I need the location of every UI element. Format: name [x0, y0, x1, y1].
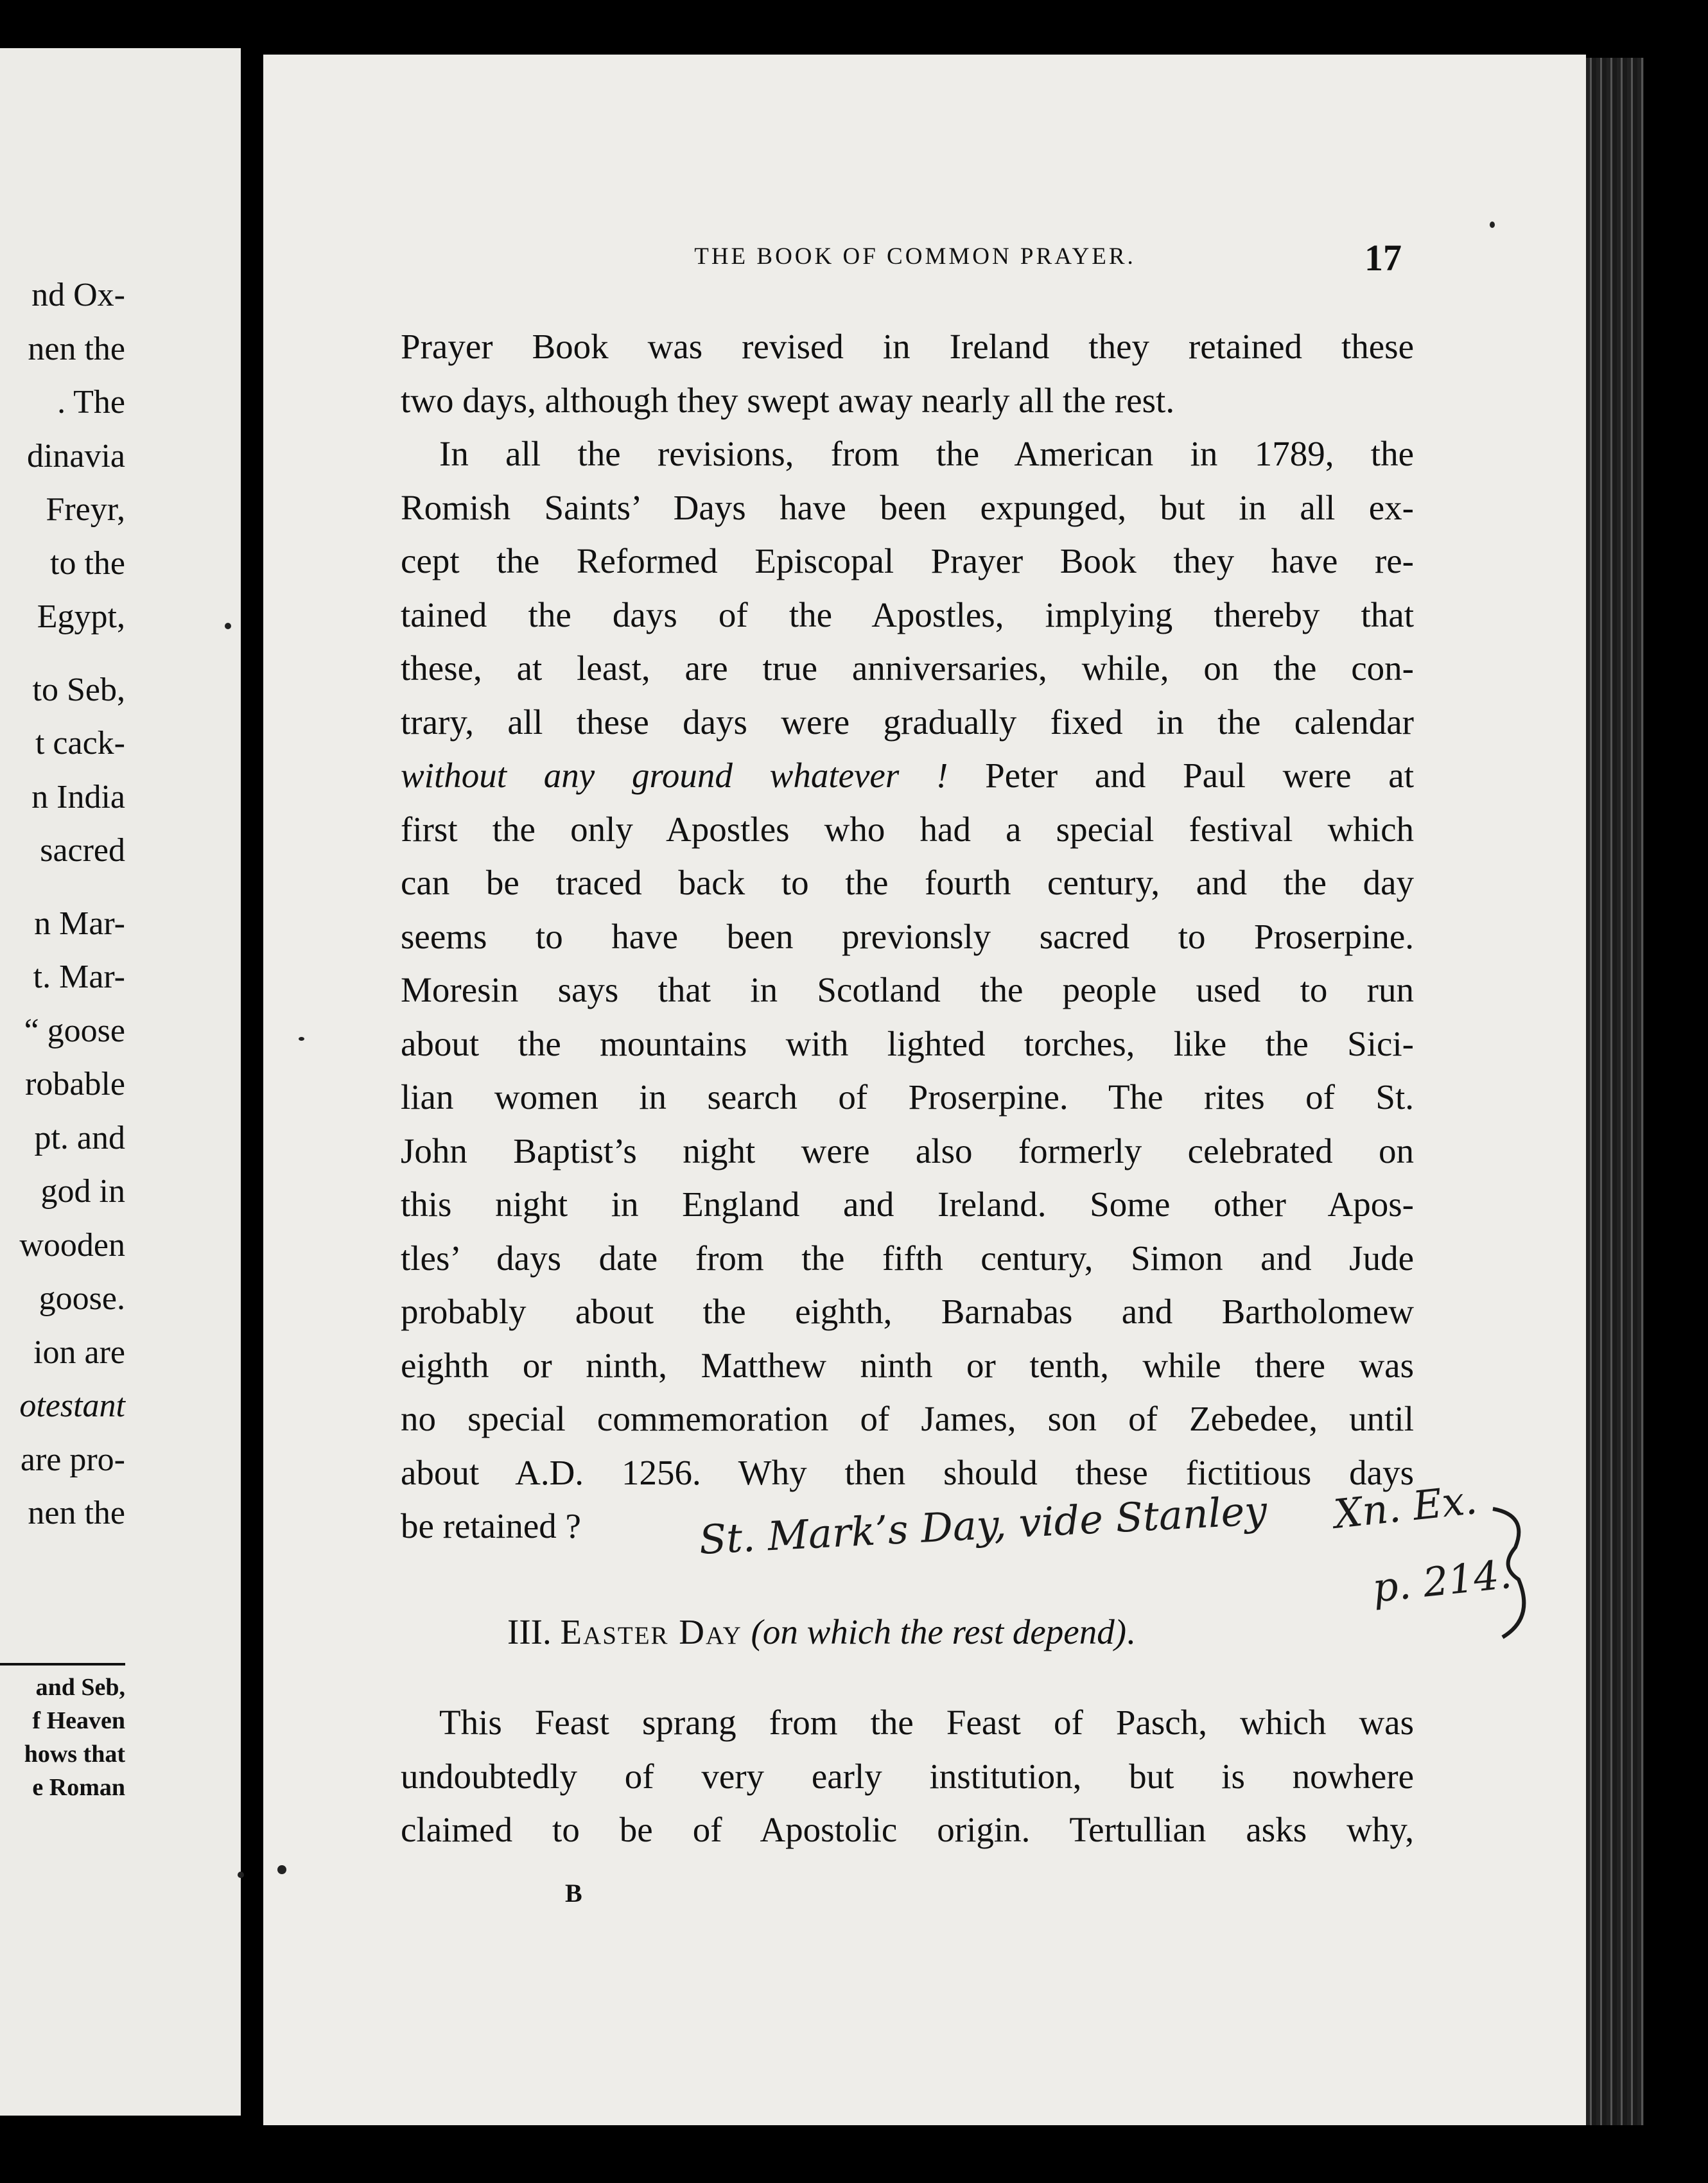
- left-line: otestant: [19, 1387, 125, 1424]
- left-line: t cack-: [35, 725, 125, 761]
- print-speck: [238, 1872, 244, 1878]
- text-line: Romish Saints’ Days have been expunged, but in all ex-: [401, 487, 1414, 527]
- text-line: trary, all these days were gradually fixed in the calendar: [401, 702, 1414, 742]
- text-line: This Feast sprang from the Feast of Pasch, which was: [439, 1703, 1414, 1742]
- annotation-text: St. Mark’s Day, vide Stanley: [697, 1486, 1268, 1563]
- print-speck: [277, 1865, 286, 1874]
- text-line: be retained ?: [401, 1506, 581, 1545]
- left-page-text: [0, 268, 125, 1540]
- page-edges: [1586, 58, 1644, 2125]
- text-line: undoubtedly of very early institution, but is nowhere: [401, 1756, 1414, 1796]
- annotation-reference: p. 214.: [1370, 1550, 1514, 1612]
- left-line: nen the: [28, 1495, 125, 1531]
- section-title: Easter Day: [560, 1612, 742, 1651]
- body-text-2: [401, 1696, 1414, 1857]
- text-line: these, at least, are true anniversaries, while, on the con-: [401, 648, 1414, 688]
- text-line: seems to have been previonsly sacred to Proserpine.: [401, 916, 1414, 956]
- text-line: probably about the eighth, Barnabas and Bartholomew: [401, 1292, 1414, 1331]
- section-end: .: [1126, 1612, 1135, 1651]
- text-line: eighth or ninth, Matthew ninth or tenth, while there was: [401, 1345, 1414, 1385]
- footnote-rule: [0, 1663, 125, 1666]
- left-line: pt. and: [34, 1119, 125, 1156]
- text-line-mixed: [401, 749, 1414, 803]
- left-page-footnotes: [0, 1671, 125, 1804]
- left-line: nen the: [28, 330, 125, 367]
- book-gutter: [241, 48, 263, 2116]
- left-line: are pro-: [20, 1441, 125, 1478]
- running-head: THE BOOK OF COMMON PRAYER.: [694, 243, 1136, 270]
- section-numeral: III.: [507, 1612, 552, 1651]
- left-line: god in: [40, 1173, 125, 1210]
- text-line: Prayer Book was revised in Ireland they retained these: [401, 327, 1414, 366]
- text-line: tained the days of the Apostles, implying thereby that: [401, 595, 1414, 634]
- left-line: dinavia: [26, 437, 125, 474]
- left-line: t. Mar-: [33, 959, 125, 995]
- print-speck: [225, 623, 231, 629]
- section-subtitle: (on which the rest depend): [751, 1612, 1127, 1651]
- left-line: goose.: [39, 1280, 125, 1317]
- left-line: “ goose: [24, 1012, 125, 1049]
- text-line: can be traced back to the fourth century, and the day: [401, 863, 1414, 902]
- left-line: n Mar-: [34, 905, 125, 942]
- left-line: n India: [31, 778, 125, 815]
- text-line: first the only Apostles who had a special festival which: [401, 809, 1414, 849]
- left-line: to the: [50, 544, 125, 582]
- text-line: about the mountains with lighted torches, like the Sici-: [401, 1023, 1414, 1063]
- text-line: about A.D. 1256. Why then should these fictitious days: [401, 1452, 1414, 1492]
- print-speck: [299, 1037, 304, 1041]
- text-run: Peter and Paul were at: [948, 756, 1414, 795]
- footnote-line: e Roman: [32, 1774, 125, 1801]
- footnote-line: and Seb,: [35, 1674, 125, 1701]
- text-line: lian women in search of Proserpine. The rites of St.: [401, 1077, 1414, 1117]
- text-line: no special commemoration of James, son of Zebedee, until: [401, 1399, 1414, 1438]
- footnote-line: f Heaven: [32, 1707, 125, 1734]
- left-line: robable: [25, 1066, 125, 1102]
- footnote-line: hows that: [24, 1741, 125, 1768]
- signature-mark: B: [565, 1879, 582, 1908]
- section-heading: [507, 1605, 1342, 1658]
- text-line: Moresin says that in Scotland the people used to run: [401, 970, 1414, 1009]
- left-line: to Seb,: [32, 671, 125, 708]
- left-line: sacred: [40, 832, 125, 869]
- text-line: claimed to be of Apostolic origin. Tertullian asks why,: [401, 1810, 1414, 1849]
- text-line: two days, although they swept away nearly all the rest.: [401, 380, 1175, 420]
- left-line: [0, 644, 125, 663]
- text-line: In all the revisions, from the American in 1789, the: [439, 434, 1414, 473]
- left-line: Freyr,: [46, 491, 125, 528]
- page-number: 17: [1364, 237, 1402, 279]
- body-text: [401, 320, 1414, 1553]
- left-line: nd Ox-: [31, 277, 125, 313]
- left-line: wooden: [19, 1226, 125, 1264]
- left-line: [0, 878, 125, 897]
- left-line: ion are: [33, 1334, 125, 1371]
- left-line: . The: [57, 384, 125, 421]
- annotation-reference: Xn. Ex.: [1331, 1475, 1479, 1538]
- print-speck: [1490, 222, 1495, 228]
- text-line: tles’ days date from the fifth century, Simon and Jude: [401, 1238, 1414, 1278]
- text-line: cept the Reformed Episcopal Prayer Book they have re-: [401, 541, 1414, 580]
- text-line: John Baptist’s night were also formerly celebrated on: [401, 1131, 1414, 1170]
- italic-phrase: without any ground whatever !: [401, 756, 948, 795]
- text-line: this night in England and Ireland. Some other Apos-: [401, 1185, 1414, 1224]
- left-line: Egypt,: [37, 598, 125, 635]
